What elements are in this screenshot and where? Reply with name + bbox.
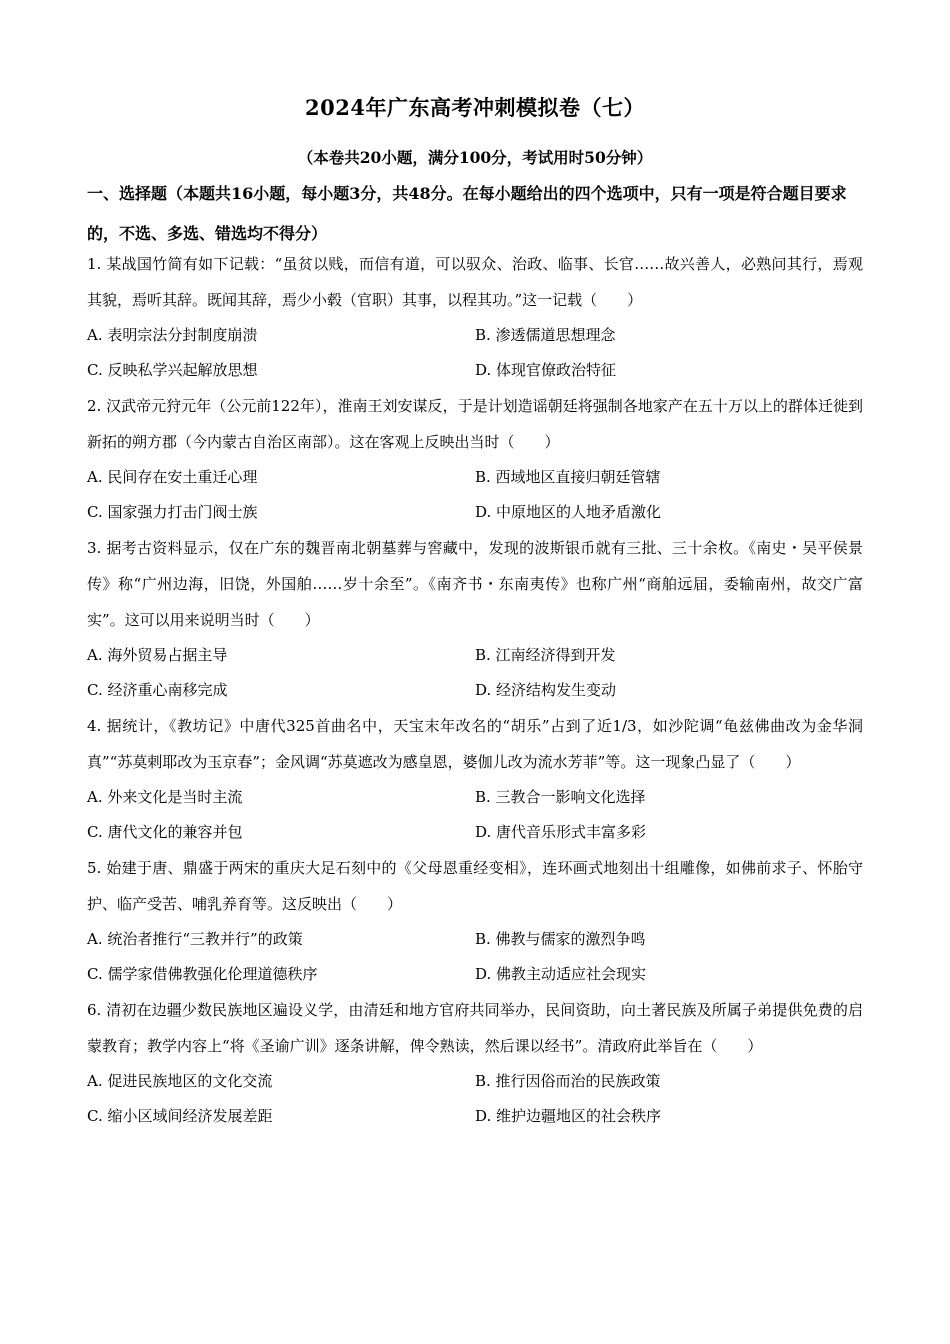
option-d: D. 佛教主动适应社会现实 (475, 965, 647, 983)
option-c: C. 缩小区域间经济发展差距 (87, 1107, 273, 1125)
option-c: C. 经济重心南移完成 (87, 681, 228, 699)
option-a: A. 统治者推行“三教并行”的政策 (87, 930, 303, 948)
option-b: B. 西域地区直接归朝廷管辖 (475, 468, 661, 486)
question-4 (87, 708, 863, 850)
section-header: 一、选择题（本题共16小题，每小题3分，共48分。在每小题给出的四个选项中，只有一项是符合题目要求的，不选、多选、错选均不得分） (87, 184, 847, 243)
question-5 (87, 850, 863, 992)
question-6 (87, 992, 863, 1134)
option-a: A. 外来文化是当时主流 (87, 788, 243, 806)
option-a: A. 海外贸易占据主导 (87, 646, 228, 664)
question-stem: 1. 某战国竹简有如下记载：“虽贫以贱，而信有道，可以驭众、治政、临事、长官……故兴善人，必熟问其行，焉观其貌，焉听其辞。既闻其辞，焉少小毂（官职）其事，以程其功。”这一记载（ ） (87, 255, 863, 309)
option-d: D. 中原地区的人地矛盾激化 (475, 503, 662, 521)
question-stem: 4. 据统计，《教坊记》中唐代325首曲名中，天宝末年改名的“胡乐”占到了近1/3，如沙陀调“龟兹佛曲改为金华洞真”“苏莫剌耶改为玉京春”；金风调“苏莫遮改为感皇恩，婆伽儿改为流水芳菲”等。这一现象凸显了（ ） (87, 717, 863, 771)
question-2 (87, 388, 863, 530)
option-c: C. 反映私学兴起解放思想 (87, 361, 258, 379)
option-c: C. 唐代文化的兼容并包 (87, 823, 243, 841)
option-b: B. 三教合一影响文化选择 (475, 788, 646, 806)
option-d: D. 维护边疆地区的社会秩序 (475, 1107, 662, 1125)
option-c: C. 国家强力打击门阀士族 (87, 503, 258, 521)
options-grid (87, 1064, 863, 1134)
question-stem: 3. 据考古资料显示，仅在广东的魏晋南北朝墓葬与窖藏中，发现的波斯银币就有三批、三十余枚。《南史・吴平侯景传》称“广州边海，旧饶，外国舶……岁十余至”。《南齐书・东南夷传》也称广州“商舶远届，委输南州，故交广富实”。这可以用来说明当时（ ） (87, 539, 863, 629)
exam-subtitle: （本卷共20小题，满分100分，考试用时50分钟） (297, 148, 653, 167)
options-grid (87, 460, 863, 530)
option-d: D. 体现官僚政治特征 (475, 361, 617, 379)
question-stem: 6. 清初在边疆少数民族地区遍设义学，由清廷和地方官府共同举办，民间资助，向土著民族及所属子弟提供免费的启蒙教育；教学内容上“将《圣谕广训》逐条讲解，俾令熟读，然后课以经书”。清政府此举旨在（ ） (87, 1001, 863, 1055)
option-a: A. 促进民族地区的文化交流 (87, 1072, 273, 1090)
option-a: A. 表明宗法分封制度崩溃 (87, 326, 258, 344)
question-1 (87, 246, 863, 388)
option-d: D. 经济结构发生变动 (475, 681, 617, 699)
question-stem: 5. 始建于唐、鼎盛于两宋的重庆大足石刻中的《父母恩重经变相》，连环画式地刻出十组雕像，如佛前求子、怀胎守护、临产受苦、哺乳养育等。这反映出（ ） (87, 859, 863, 913)
question-list (87, 246, 863, 1134)
option-c: C. 儒学家借佛教强化伦理道德秩序 (87, 965, 318, 983)
options-grid (87, 318, 863, 388)
question-stem: 2. 汉武帝元狩元年（公元前122年），淮南王刘安谋反，于是计划造谣朝廷将强制各地家产在五十万以上的群体迁徙到新拓的朔方郡（今内蒙古自治区南部）。这在客观上反映出当时（ ） (87, 397, 863, 451)
option-b: B. 佛教与儒家的激烈争鸣 (475, 930, 646, 948)
option-b: B. 推行因俗而治的民族政策 (475, 1072, 661, 1090)
exam-title: 2024年广东高考冲刺模拟卷（七） (305, 95, 645, 120)
option-a: A. 民间存在安土重迁心理 (87, 468, 258, 486)
option-d: D. 唐代音乐形式丰富多彩 (475, 823, 647, 841)
option-b: B. 渗透儒道思想理念 (475, 326, 616, 344)
options-grid (87, 638, 863, 708)
option-b: B. 江南经济得到开发 (475, 646, 616, 664)
options-grid (87, 780, 863, 850)
question-3 (87, 530, 863, 708)
options-grid (87, 922, 863, 992)
